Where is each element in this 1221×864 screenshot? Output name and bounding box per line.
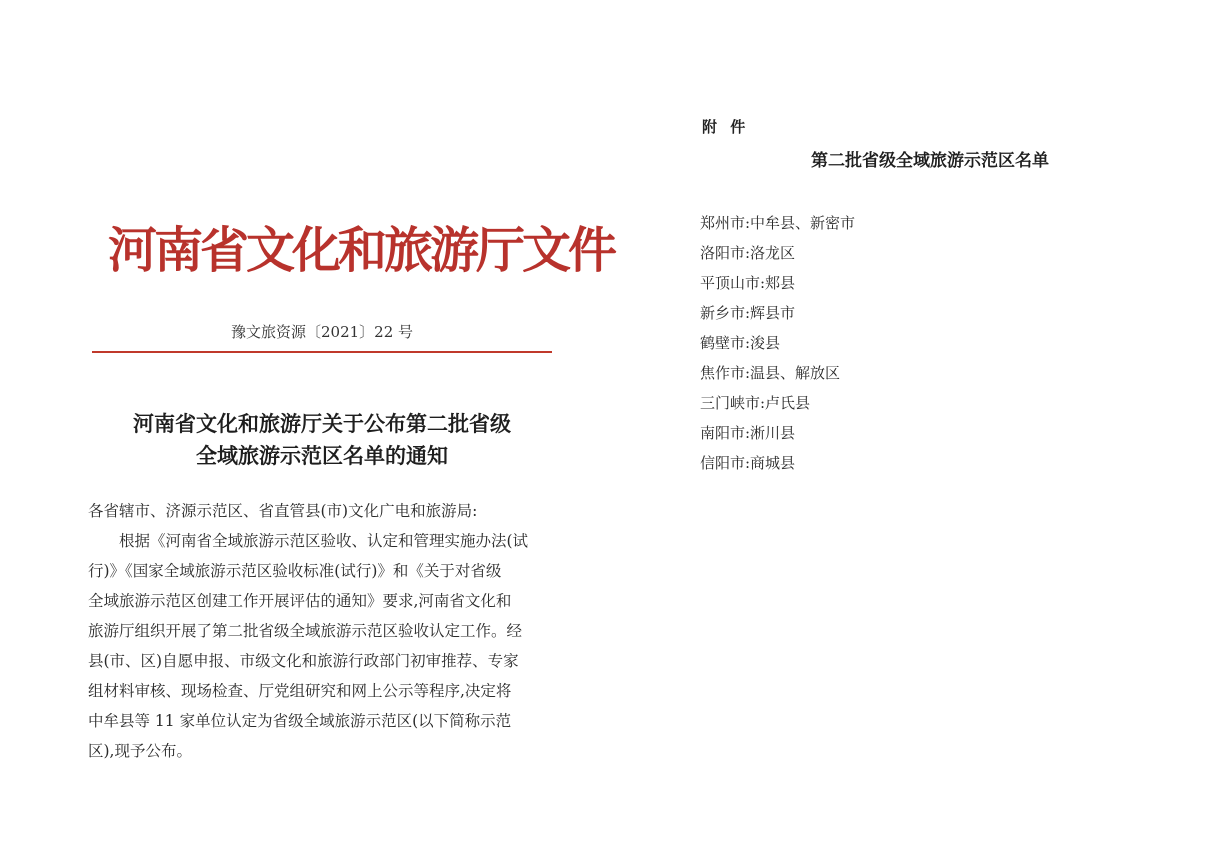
body-line: 组材料审核、现场检查、厅党组研究和网上公示等程序,决定将: [88, 682, 512, 700]
body-line: 旅游厅组织开展了第二批省级全域旅游示范区验收认定工作。经: [88, 622, 523, 640]
list-item: 焦作市:温县、解放区: [700, 364, 841, 382]
document-header-title: 河南省文化和旅游厅文件: [108, 222, 615, 279]
list-item: 三门峡市:卢氏县: [700, 394, 811, 412]
body-line: 行)》《国家全域旅游示范区验收标准(试行)》和《关于对省级: [88, 562, 502, 580]
body-line: 区),现予公布。: [88, 742, 192, 760]
addressee: 各省辖市、济源示范区、省直管县(市)文化广电和旅游局:: [88, 502, 478, 520]
list-item: 南阳市:淅川县: [700, 424, 796, 442]
body-line: 中牟县等 11 家单位认定为省级全域旅游示范区(以下简称示范: [88, 712, 512, 730]
attachment-label: 附 件: [702, 118, 750, 136]
red-divider-line: [92, 351, 552, 353]
list-item: 信阳市:商城县: [700, 454, 796, 472]
list-item: 新乡市:辉县市: [700, 304, 796, 322]
list-title: 第二批省级全域旅游示范区名单: [811, 151, 1049, 171]
body-paragraph: [88, 526, 558, 766]
list-item: 洛阳市:洛龙区: [700, 244, 796, 262]
body-line: 全域旅游示范区创建工作开展评估的通知》要求,河南省文化和: [88, 592, 512, 610]
list-item: 鹤壁市:浚县: [700, 334, 781, 352]
notice-title: [100, 408, 544, 472]
notice-title-line-1: 河南省文化和旅游厅关于公布第二批省级: [133, 411, 511, 436]
notice-title-line-2: 全域旅游示范区名单的通知: [196, 443, 448, 468]
demonstration-zone-list: [700, 208, 1100, 478]
list-item: 平顶山市:郏县: [700, 274, 796, 292]
list-item: 郑州市:中牟县、新密市: [700, 214, 856, 232]
document-number: 豫文旅资源〔2021〕22 号: [230, 323, 414, 341]
body-line: 县(市、区)自愿申报、市级文化和旅游行政部门初审推荐、专家: [88, 652, 519, 670]
body-line: 根据《河南省全域旅游示范区验收、认定和管理实施办法(试: [119, 532, 529, 550]
